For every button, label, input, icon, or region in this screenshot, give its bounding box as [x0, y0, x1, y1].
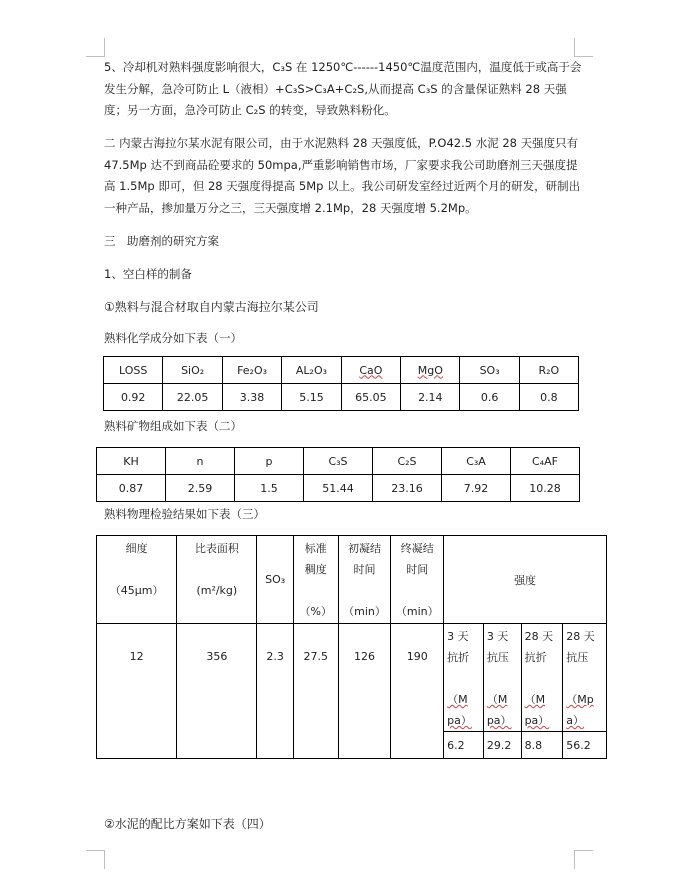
table-mineral-composition	[96, 447, 580, 502]
value-cell: 65.05	[341, 384, 400, 411]
header-cell: LOSS	[104, 357, 163, 384]
header-cell-initial-setting: 初凝结 时间 （min）	[338, 536, 391, 624]
header-cell-strength: 强度	[444, 536, 607, 624]
table-row	[97, 475, 580, 502]
header-cell-final-setting: 终凝结 时间 （min）	[391, 536, 444, 624]
header-cell-28d-flexural: 28 天 抗折 （M pa）	[521, 624, 563, 732]
header-cell: CaO	[341, 357, 400, 384]
table-physical-tests	[96, 535, 607, 759]
value-cell: 7.92	[442, 475, 511, 502]
value-cell: 0.87	[97, 475, 166, 502]
value-cell: 10.28	[511, 475, 580, 502]
header-cell: C₃A	[442, 448, 511, 475]
header-cell: SO₃	[460, 357, 519, 384]
value-cell: 1.5	[235, 475, 304, 502]
header-cell: R₂O	[519, 357, 578, 384]
table-header-row	[104, 357, 579, 384]
header-cell-fineness: 细度 （45μm）	[97, 536, 177, 624]
table-row	[97, 624, 607, 732]
subsection-heading-1: 1、空白样的制备	[104, 267, 192, 281]
item-1-source: ①熟料与混合材取自内蒙古海拉尔某公司	[104, 300, 319, 314]
header-cell-so3: SO₃	[257, 536, 294, 624]
value-cell-final-setting: 190	[391, 624, 444, 759]
value-cell: 3.38	[222, 384, 281, 411]
value-cell-so3: 2.3	[257, 624, 294, 759]
table-header-row	[97, 536, 607, 624]
margin-mark-top-left	[86, 38, 105, 57]
header-cell: C₂S	[373, 448, 442, 475]
caption-table-1: 熟料化学成分如下表（一）	[104, 331, 242, 345]
header-cell-standard-consistency: 标准 稠度 （%）	[293, 536, 338, 624]
value-cell-3d-flexural: 6.2	[444, 732, 484, 759]
value-cell: 2.59	[166, 475, 235, 502]
value-cell-3d-compressive: 29.2	[483, 732, 521, 759]
value-cell: 51.44	[304, 475, 373, 502]
header-cell-3d-flexural: 3 天 抗折 （M pa）	[444, 624, 484, 732]
header-cell-3d-compressive: 3 天 抗压 （M pa）	[483, 624, 521, 732]
header-cell: p	[235, 448, 304, 475]
value-cell: 22.05	[163, 384, 222, 411]
header-cell-specific-area: 比表面积 (m²/kg)	[177, 536, 257, 624]
caption-table-3: 熟料物理检验结果如下表（三）	[104, 507, 265, 521]
value-cell: 2.14	[401, 384, 460, 411]
header-cell: AL₂O₃	[282, 357, 341, 384]
value-cell-specific-area: 356	[177, 624, 257, 759]
value-cell-standard-consistency: 27.5	[293, 624, 338, 759]
margin-mark-bottom-left	[86, 850, 105, 869]
paragraph-company-case: 二 内蒙古海拉尔某水泥有限公司，由于水泥熟料 28 天强度低，P.O42.5 水泥 28 天强度只有 47.5Mp 达不到商品砼要求的 50mpa,严重影响销售市场，厂家要求我公司助磨剂三天强度提高 1.5Mp 即可，但 28 天强度得提高 5Mp 以上。我公司研发室经过近两个月的研发，研制出一种产品，掺加量万分之三，三天强度增 2.1Mp，28 天强度增 5.2Mp。	[104, 136, 581, 215]
value-cell-fineness: 12	[97, 624, 177, 759]
margin-mark-top-right	[574, 38, 593, 57]
section-heading-3: 三 助磨剂的研究方案	[104, 234, 219, 248]
header-cell: C₄AF	[511, 448, 580, 475]
header-cell: KH	[97, 448, 166, 475]
header-cell: C₃S	[304, 448, 373, 475]
value-cell-28d-flexural: 8.8	[521, 732, 563, 759]
value-cell: 0.92	[104, 384, 163, 411]
table-chemical-composition	[103, 356, 579, 411]
paragraph-cooling: 5、冷却机对熟料强度影响很大，C₃S 在 1250℃------1450℃温度范围内，温度低于或高于会发生分解，急冷可防止 L（液相）+C₃S>C₃A+C₂S,从而提高 C₃S 的含量保证熟料 28 天强度；另一方面，急冷可防止 C₂S 的转变，导致熟料粉化。	[104, 60, 582, 117]
value-cell: 0.8	[519, 384, 578, 411]
header-cell-28d-compressive: 28 天 抗压 （Mp a）	[563, 624, 607, 732]
caption-table-2: 熟料矿物组成如下表（二）	[104, 419, 242, 433]
header-cell: SiO₂	[163, 357, 222, 384]
table-header-row	[97, 448, 580, 475]
header-cell: MgO	[401, 357, 460, 384]
value-cell: 0.6	[460, 384, 519, 411]
margin-mark-bottom-right	[574, 850, 593, 869]
table-row	[104, 384, 579, 411]
value-cell-28d-compressive: 56.2	[563, 732, 607, 759]
header-cell: Fe₂O₃	[222, 357, 281, 384]
header-cell: n	[166, 448, 235, 475]
value-cell-initial-setting: 126	[338, 624, 391, 759]
value-cell: 5.15	[282, 384, 341, 411]
value-cell: 23.16	[373, 475, 442, 502]
item-2-mix-plan: ②水泥的配比方案如下表（四）	[104, 817, 271, 831]
